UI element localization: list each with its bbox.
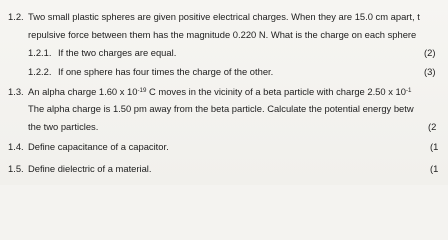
question-text: The alpha charge is 1.50 pm away from the beta particle. Calculate the potential energy betw bbox=[28, 103, 414, 114]
superscript-exponent: -1 bbox=[405, 87, 412, 94]
question-number: 1.2.2. bbox=[28, 66, 52, 77]
question-text: repulsive force between them has the magnitude 0.220 N. What is the charge on each sphere bbox=[28, 29, 417, 40]
question-number: 1.2.1. bbox=[28, 47, 52, 58]
superscript-exponent: -19 bbox=[137, 87, 147, 94]
question-number: 1.4. bbox=[8, 141, 24, 152]
question-text: Two small plastic spheres are given positive electrical charges. When they are 15.0 cm apart, t bbox=[28, 11, 420, 22]
marks: (1 bbox=[430, 163, 439, 174]
question-text-part: An alpha charge 1.60 x 10 bbox=[28, 86, 138, 97]
question-text: If the two charges are equal. bbox=[58, 47, 177, 58]
marks: (2) bbox=[424, 47, 436, 58]
question-text bbox=[28, 86, 411, 98]
question-text: If one sphere has four times the charge of the other. bbox=[58, 66, 274, 77]
marks: (3) bbox=[424, 66, 436, 77]
question-number: 1.3. bbox=[8, 86, 24, 97]
question-text: Define capacitance of a capacitor. bbox=[28, 141, 169, 152]
question-text-part: C moves in the vicinity of a beta particle with charge 2.50 x 10 bbox=[146, 86, 406, 97]
question-number: 1.5. bbox=[8, 163, 24, 174]
marks: (2 bbox=[428, 121, 437, 132]
question-text: Define dielectric of a material. bbox=[28, 163, 152, 174]
question-number: 1.2. bbox=[8, 11, 24, 22]
question-text: the two particles. bbox=[28, 121, 99, 132]
marks: (1 bbox=[430, 141, 439, 152]
